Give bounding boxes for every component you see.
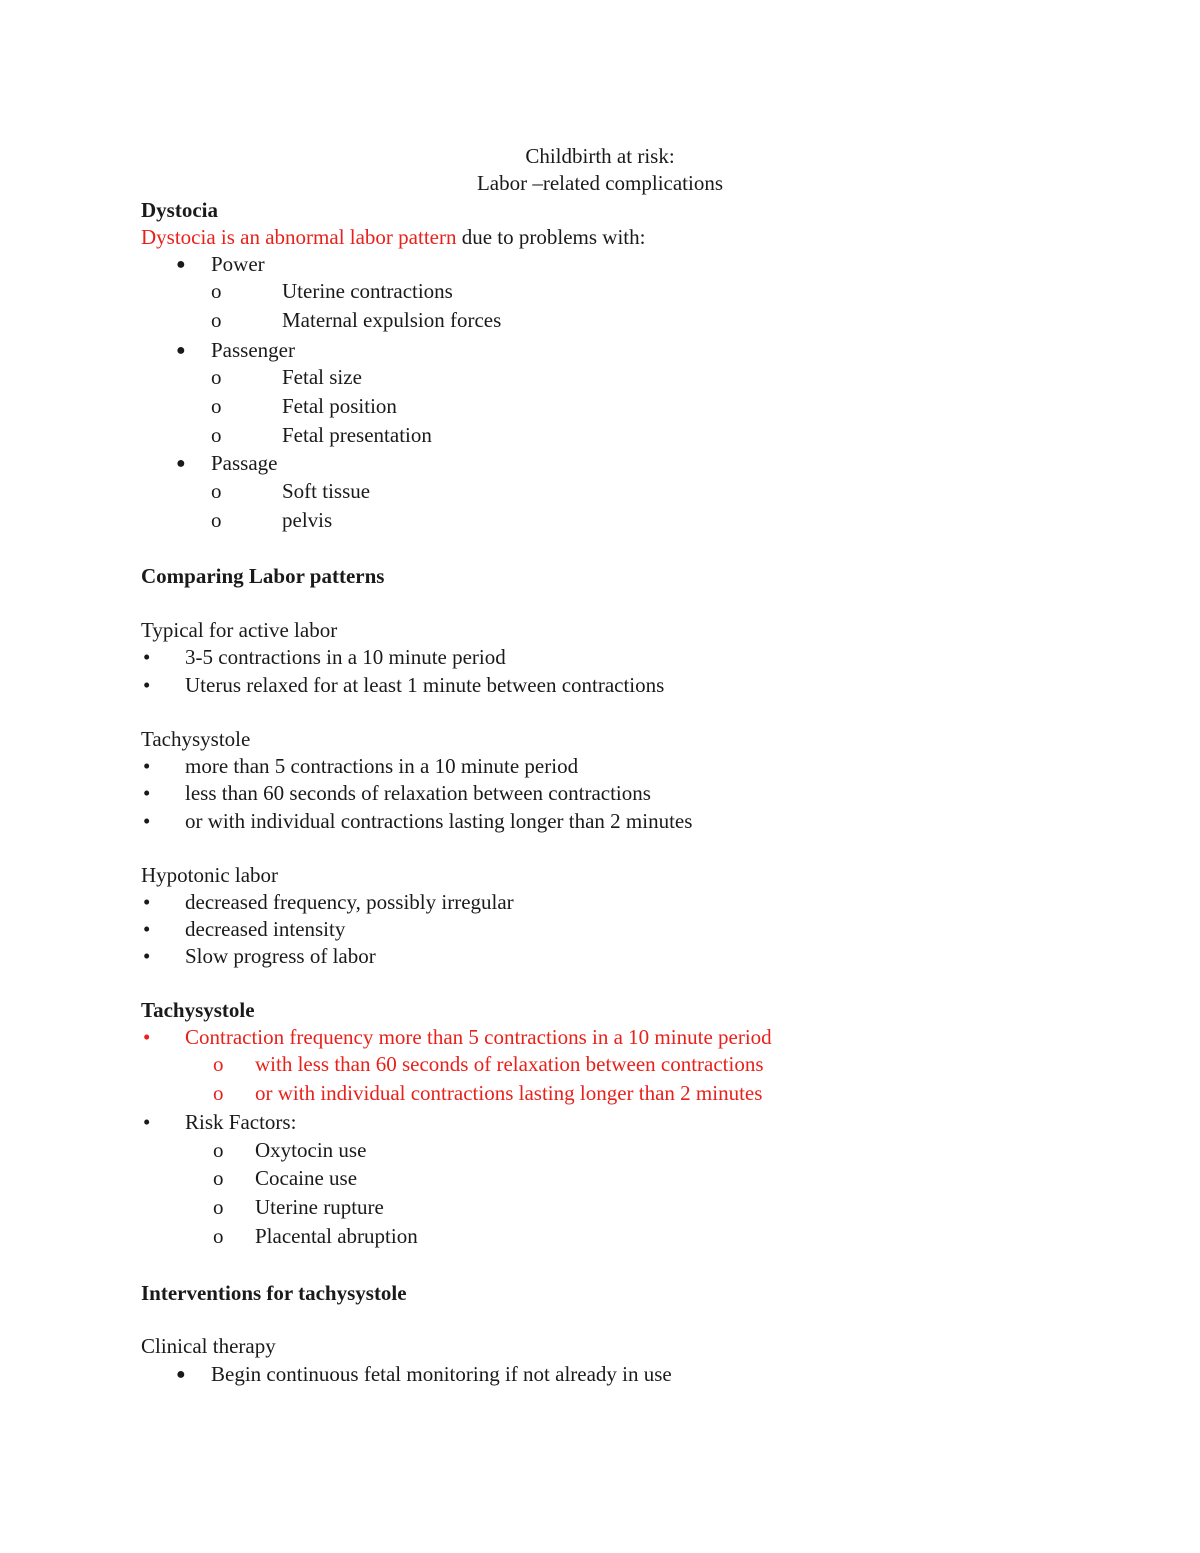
list-item: Risk Factors: (185, 1110, 297, 1134)
dystocia-definition (141, 227, 645, 248)
sub-list-item: Soft tissue (282, 479, 371, 503)
sub-list-item: Maternal expulsion forces (282, 308, 502, 332)
sub-list-item: Fetal size (282, 365, 362, 389)
list-item: more than 5 contractions in a 10 minute period (185, 754, 579, 778)
list-item: Power (211, 252, 265, 276)
sub-list-item: pelvis (282, 508, 333, 532)
group-title: Tachysystole (141, 727, 251, 751)
dystocia-definition-rest: due to problems with: (456, 225, 646, 249)
bullet-icon: • (143, 781, 151, 805)
sub-bullet-icon: o (211, 423, 222, 447)
bullet-icon: • (143, 944, 151, 968)
sub-bullet-icon: o (213, 1224, 224, 1248)
sub-bullet-icon: o (211, 279, 222, 303)
sub-bullet-icon: o (213, 1081, 224, 1105)
group-title: Typical for active labor (141, 618, 338, 642)
bullet-icon: • (143, 754, 151, 778)
list-item: decreased intensity (185, 917, 346, 941)
section-heading-interventions: Interventions for tachysystole (141, 1281, 407, 1305)
list-item: Passage (211, 451, 278, 475)
bullet-icon: ● (176, 256, 186, 273)
sub-list-item: Placental abruption (255, 1224, 418, 1248)
bullet-icon: • (143, 645, 151, 669)
sub-bullet-icon: o (211, 394, 222, 418)
list-item: less than 60 seconds of relaxation between contractions (185, 781, 651, 805)
section-heading-comparing: Comparing Labor patterns (141, 564, 385, 588)
sub-list-item: Oxytocin use (255, 1138, 367, 1162)
sub-list-item: Uterine rupture (255, 1195, 384, 1219)
bullet-icon: • (143, 917, 151, 941)
document-subtitle: Labor –related complications (476, 171, 724, 195)
bullet-icon: ● (176, 455, 186, 472)
list-item: decreased frequency, possibly irregular (185, 890, 514, 914)
sub-list-item: Uterine contractions (282, 279, 453, 303)
bullet-icon: ● (176, 1366, 186, 1383)
sub-list-item: Fetal position (282, 394, 397, 418)
section-heading-dystocia: Dystocia (141, 198, 218, 222)
sub-list-item: with less than 60 seconds of relaxation between contractions (255, 1052, 764, 1076)
sub-bullet-icon: o (211, 365, 222, 389)
sub-bullet-icon: o (213, 1166, 224, 1190)
sub-bullet-icon: o (211, 508, 222, 532)
dystocia-definition-highlight: Dystocia is an abnormal labor pattern (141, 225, 457, 249)
bullet-icon: • (143, 1025, 151, 1049)
sub-bullet-icon: o (213, 1138, 224, 1162)
sub-bullet-icon: o (213, 1195, 224, 1219)
bullet-icon: • (143, 890, 151, 914)
sub-list-item: or with individual contractions lasting longer than 2 minutes (255, 1081, 763, 1105)
list-item: Contraction frequency more than 5 contractions in a 10 minute period (185, 1025, 772, 1049)
group-title: Hypotonic labor (141, 863, 279, 887)
sub-bullet-icon: o (211, 308, 222, 332)
sub-list-item: Cocaine use (255, 1166, 358, 1190)
list-item: Begin continuous fetal monitoring if not already in use (211, 1362, 672, 1386)
document-title: Childbirth at risk: (525, 144, 675, 168)
list-item: Passenger (211, 338, 295, 362)
list-item: or with individual contractions lasting longer than 2 minutes (185, 809, 693, 833)
list-item: 3-5 contractions in a 10 minute period (185, 645, 506, 669)
bullet-icon: • (143, 673, 151, 697)
section-heading-tachysystole: Tachysystole (141, 998, 255, 1022)
sub-bullet-icon: o (211, 479, 222, 503)
group-title: Clinical therapy (141, 1334, 276, 1358)
sub-list-item: Fetal presentation (282, 423, 432, 447)
bullet-icon: • (143, 809, 151, 833)
bullet-icon: ● (176, 342, 186, 359)
bullet-icon: • (143, 1110, 151, 1134)
sub-bullet-icon: o (213, 1052, 224, 1076)
list-item: Slow progress of labor (185, 944, 376, 968)
list-item: Uterus relaxed for at least 1 minute between contractions (185, 673, 665, 697)
